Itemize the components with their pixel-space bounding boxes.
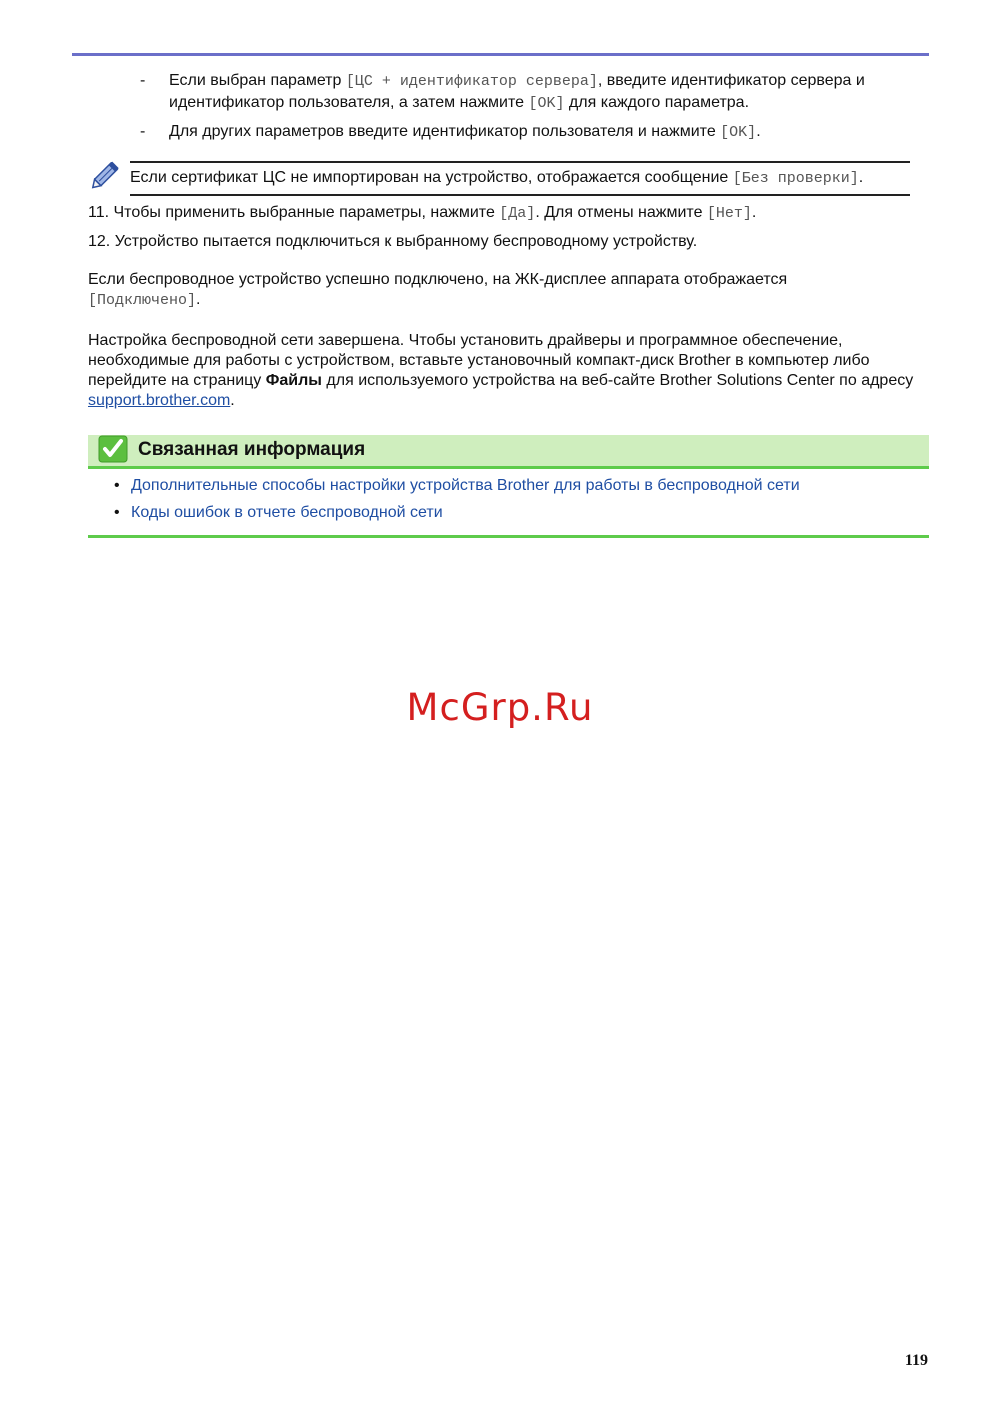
bullet: • bbox=[114, 477, 120, 494]
note-rule-top bbox=[130, 161, 910, 163]
related-link-wireless-methods[interactable]: Дополнительные способы настройки устройства Brother для работы в беспроводной сети bbox=[131, 477, 800, 494]
text: . Для отмены нажмите bbox=[535, 204, 707, 221]
text: для каждого параметра. bbox=[564, 94, 750, 111]
paragraph-connected bbox=[88, 270, 928, 311]
lcd-message: [Без проверки] bbox=[732, 170, 859, 187]
bold-term: Файлы bbox=[265, 372, 322, 389]
related-links bbox=[88, 476, 929, 523]
bullet: • bbox=[114, 504, 120, 521]
text: . bbox=[756, 123, 761, 140]
lcd-message: [Подключено] bbox=[88, 292, 197, 309]
text: Для других параметров введите идентификатор пользователя и нажмите bbox=[169, 123, 721, 140]
checkmark-icon bbox=[98, 435, 128, 463]
pencil-icon bbox=[90, 155, 126, 191]
top-rule bbox=[72, 53, 929, 56]
note-text bbox=[130, 168, 863, 189]
text: Настройка беспроводной сети завершена. Чтобы установить драйверы и программное обеспечение, необходимые для работы с устройством, вставьте установочный компакт-диск Brother в компьютер либо перейдите на страницу bbox=[88, 332, 870, 389]
dash: - bbox=[140, 72, 146, 89]
list-item-text bbox=[169, 70, 930, 114]
page-number: 119 bbox=[904, 1352, 928, 1369]
list-item bbox=[140, 121, 930, 143]
watermark: McGrp.Ru bbox=[406, 686, 594, 729]
related-link-error-codes[interactable]: Коды ошибок в отчете беспроводной сети bbox=[131, 504, 443, 521]
text: 11. Чтобы применить выбранные параметры, нажмите bbox=[88, 204, 500, 221]
text: Если сертификат ЦС не импортирован на устройство, отображается сообщение bbox=[130, 169, 733, 186]
text: , введите идентификатор сервера и идентификатор пользователя, а затем нажмите bbox=[169, 72, 865, 111]
text: . bbox=[751, 204, 757, 221]
sub-list bbox=[140, 70, 930, 150]
step-11 bbox=[88, 202, 928, 224]
list-item bbox=[140, 70, 930, 114]
text: Если выбран параметр bbox=[169, 72, 346, 89]
text: . bbox=[196, 291, 201, 308]
lcd-option: [Да] bbox=[499, 205, 536, 222]
lcd-option: [ЦС + идентификатор сервера] bbox=[345, 73, 598, 90]
text: для используемого устройства на веб-сайте Brother Solutions Center по адресу bbox=[321, 372, 914, 389]
steps bbox=[88, 202, 928, 259]
text: . bbox=[230, 392, 235, 409]
text: Если беспроводное устройство успешно подключено, на ЖК-дисплее аппарата отображается bbox=[88, 271, 788, 288]
list-item bbox=[88, 503, 929, 523]
text: . bbox=[858, 169, 864, 186]
paragraph-setup-complete bbox=[88, 331, 928, 411]
dash: - bbox=[140, 123, 146, 140]
list-item-text bbox=[169, 121, 930, 143]
related-heading: Связанная информация bbox=[138, 439, 366, 460]
related-bottom-rule bbox=[88, 535, 929, 538]
step-12: 12. Устройство пытается подключиться к выбранному беспроводному устройству. bbox=[88, 233, 698, 250]
lcd-option: [Нет] bbox=[706, 205, 752, 222]
list-item bbox=[88, 476, 929, 496]
note-box bbox=[88, 155, 910, 199]
related-info bbox=[88, 435, 929, 538]
lcd-option: [OK] bbox=[720, 124, 757, 141]
note-rule-bottom bbox=[130, 194, 910, 196]
lcd-option: [OK] bbox=[528, 95, 565, 112]
related-header bbox=[88, 435, 929, 469]
support-link[interactable]: support.brother.com bbox=[88, 392, 231, 409]
